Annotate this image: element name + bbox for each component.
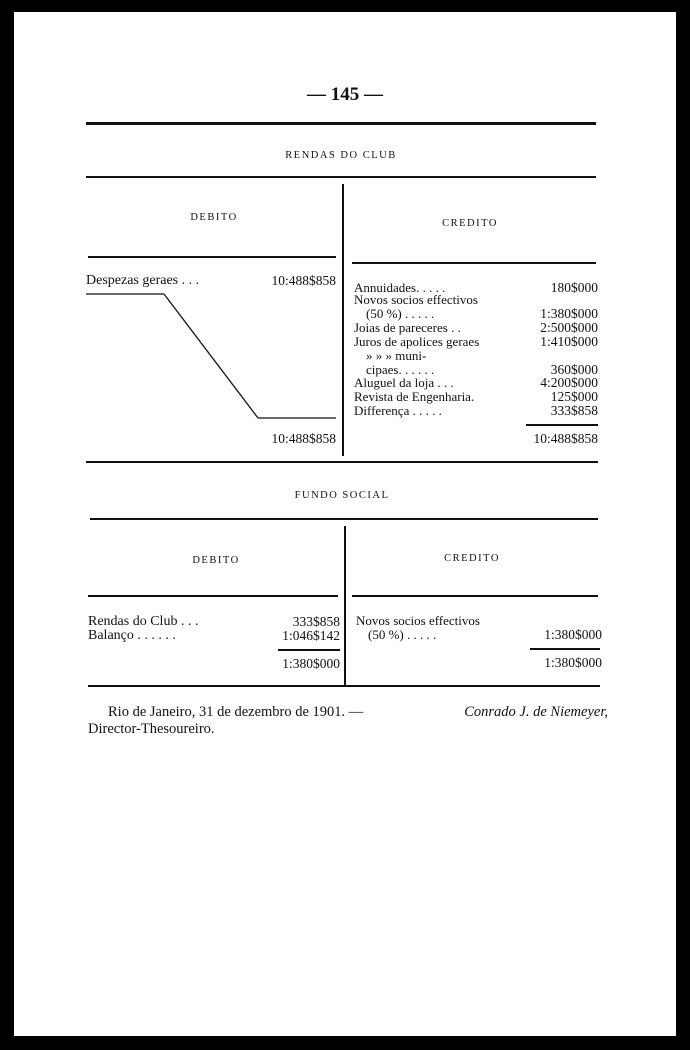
rendas-credit-label-4: Juros de apolices geraes <box>354 334 480 349</box>
fundo-credit-total: 1:380$000 <box>544 655 602 670</box>
rendas-credit-amount-4: 1:410$000 <box>540 334 598 349</box>
rendas-credit-label-7: Aluguel da loja . . . <box>354 375 454 390</box>
fundo-credit-header-underline <box>352 595 598 597</box>
fundo-debit-sum-rule <box>278 649 340 651</box>
rendas-title: RENDAS DO CLUB <box>285 150 397 161</box>
fundo-credit-header: CREDITO <box>444 553 500 564</box>
rendas-credit-sum-rule <box>526 424 598 426</box>
rendas-credit-label-9: Differença . . . . . <box>354 403 442 418</box>
rendas-debit-amount-0: 10:488$858 <box>271 273 336 288</box>
rendas-credit-label-1: Novos socios effectivos <box>354 292 478 307</box>
fundo-debit-total: 1:380$000 <box>282 656 340 671</box>
rendas-credit-header-underline <box>352 262 596 264</box>
rendas-header-rule <box>86 176 596 178</box>
rendas-debit-header-underline <box>88 256 336 258</box>
rendas-credit-label-5: » » » muni- <box>366 348 427 363</box>
rendas-credit-label-3: Joias de pareceres . . <box>354 320 461 335</box>
top-rule <box>86 122 596 125</box>
rendas-debit-header: DEBITO <box>190 212 238 223</box>
fundo-credit-label-0: Novos socios effectivos <box>356 613 480 628</box>
rendas-credit-amount-3: 2:500$000 <box>540 320 598 335</box>
rendas-credit-amount-8: 125$000 <box>550 389 598 404</box>
footer-text: Rio de Janeiro, 31 de dezembro de 1901. — <box>108 704 364 720</box>
rendas-bottom-rule <box>86 461 598 463</box>
rendas-credit-amount-7: 4:200$000 <box>540 375 598 390</box>
rendas-credit-label-2: (50 %) . . . . . <box>366 306 435 321</box>
rendas-credit-label-6: cipaes. . . . . . <box>366 362 435 377</box>
rendas-credit-total: 10:488$858 <box>533 431 598 446</box>
fundo-credit-sum-rule <box>530 648 600 650</box>
fundo-credit-amount-1: 1:380$000 <box>544 627 602 642</box>
rendas-credit-amount-9: 333$858 <box>550 403 598 418</box>
fundo-header-rule <box>90 518 598 520</box>
rendas-credit-label-0: Annuidades. . . . . <box>354 280 446 295</box>
footer-role: Director-Thesoureiro. <box>88 721 215 737</box>
rendas-credit-amount-2: 1:380$000 <box>540 306 598 321</box>
rendas-debit-total: 10:488$858 <box>271 431 336 446</box>
fundo-debit-amount-1: 1:046$142 <box>282 628 340 643</box>
fundo-column-divider <box>344 526 346 686</box>
fundo-bottom-rule <box>88 685 600 687</box>
rendas-debit-label-0: Despezas geraes . . . <box>86 273 200 288</box>
rendas-debit-filler-stroke <box>86 286 338 428</box>
footer-line <box>88 704 608 721</box>
fundo-debit-amount-0: 333$858 <box>292 614 340 629</box>
fundo-debit-header-underline <box>88 595 338 597</box>
fundo-title: FUNDO SOCIAL <box>294 490 390 501</box>
page-number: — 145 — <box>307 84 383 105</box>
footer-signature: Conrado J. de Niemeyer, <box>464 704 608 720</box>
rendas-credit-label-8: Revista de Engenharia. <box>354 389 475 404</box>
fundo-credit-label-1: (50 %) . . . . . <box>368 627 437 642</box>
rendas-credit-header: CREDITO <box>442 218 498 229</box>
rendas-credit-amount-0: 180$000 <box>550 280 598 295</box>
fundo-debit-label-0: Rendas do Club . . . <box>88 614 199 629</box>
page-sheet <box>14 12 676 1036</box>
fundo-debit-label-1: Balanço . . . . . . <box>88 628 176 643</box>
fundo-debit-header: DEBITO <box>192 555 240 566</box>
rendas-credit-amount-6: 360$000 <box>550 362 598 377</box>
